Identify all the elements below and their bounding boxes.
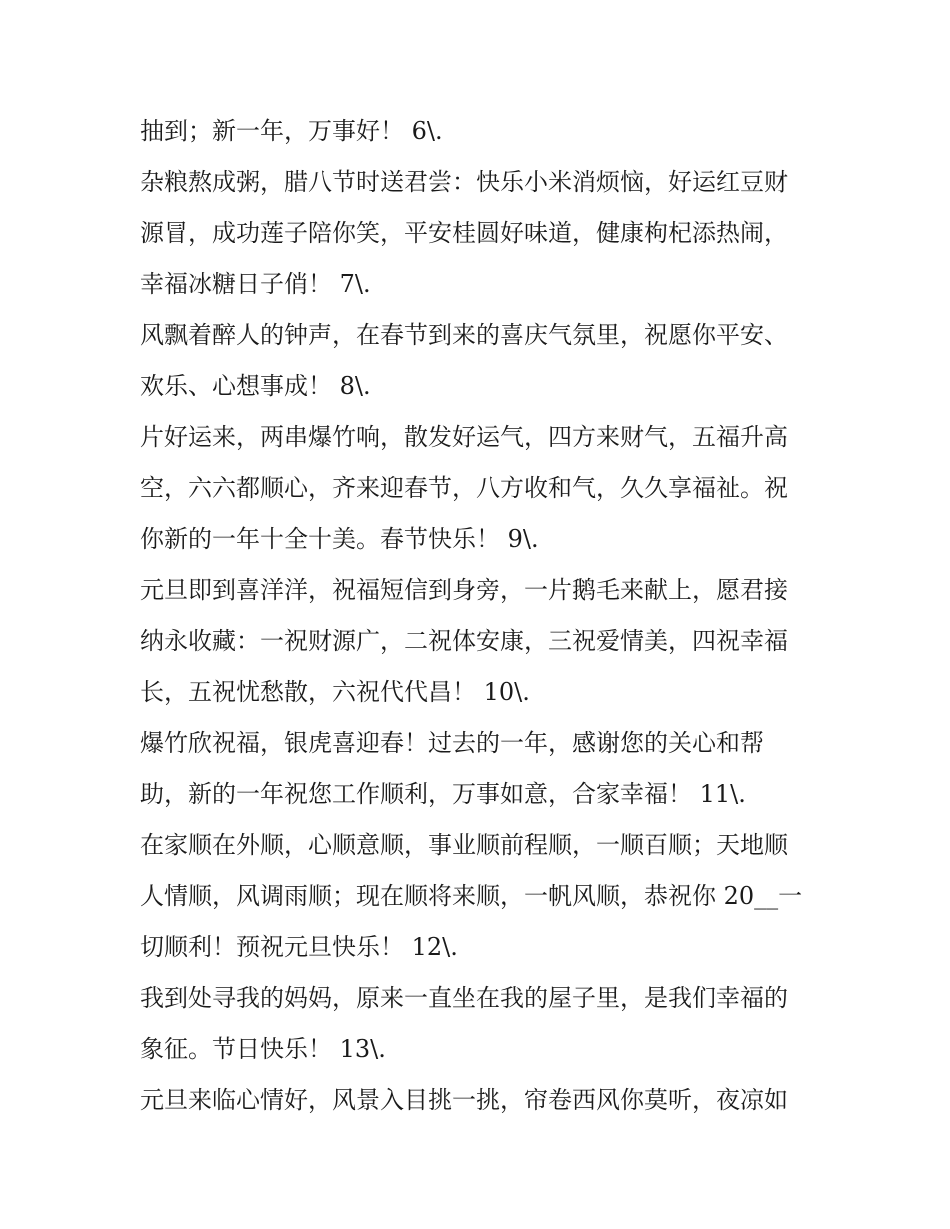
text-line: 助，新的一年祝您工作顺利，万事如意，合家幸福！ 11\. <box>140 780 746 808</box>
document-body <box>140 106 820 1126</box>
text-line: 空，六六都顺心，齐来迎春节，八方收和气，久久享福祉。祝 <box>140 474 788 502</box>
text-line: 元旦即到喜洋洋，祝福短信到身旁，一片鹅毛来献上，愿君接 <box>140 576 788 604</box>
text-line: 纳永收藏：一祝财源广，二祝体安康，三祝爱情美，四祝幸福 <box>140 627 788 655</box>
text-line: 片好运来，两串爆竹响，散发好运气，四方来财气，五福升高 <box>140 423 788 451</box>
text-line: 在家顺在外顺，心顺意顺，事业顺前程顺，一顺百顺；天地顺 <box>140 831 788 859</box>
text-line: 长，五祝忧愁散，六祝代代昌！ 10\. <box>140 678 530 706</box>
text-line: 你新的一年十全十美。春节快乐！ 9\. <box>140 525 539 553</box>
text-line: 元旦来临心情好，风景入目挑一挑，帘卷西风你莫听，夜凉如 <box>140 1086 788 1114</box>
text-line: 抽到；新一年，万事好！ 6\. <box>140 117 443 145</box>
text-line: 人情顺，风调雨顺；现在顺将来顺，一帆风顺，恭祝你 20__一 <box>140 882 803 910</box>
text-line: 欢乐、心想事成！ 8\. <box>140 372 371 400</box>
text-line: 我到处寻我的妈妈，原来一直坐在我的屋子里，是我们幸福的 <box>140 984 788 1012</box>
text-line: 爆竹欣祝福，银虎喜迎春！过去的一年，感谢您的关心和帮 <box>140 729 764 757</box>
text-line: 风飘着醉人的钟声，在春节到来的喜庆气氛里，祝愿你平安、 <box>140 321 788 349</box>
text-line: 源冒，成功莲子陪你笑，平安桂圆好味道，健康枸杞添热闹， <box>140 219 788 247</box>
text-line: 幸福冰糖日子俏！ 7\. <box>140 270 371 298</box>
text-line: 切顺利！预祝元旦快乐！ 12\. <box>140 933 458 961</box>
text-line: 杂粮熬成粥，腊八节时送君尝：快乐小米消烦恼，好运红豆财 <box>140 168 788 196</box>
text-line: 象征。节日快乐！ 13\. <box>140 1035 386 1063</box>
